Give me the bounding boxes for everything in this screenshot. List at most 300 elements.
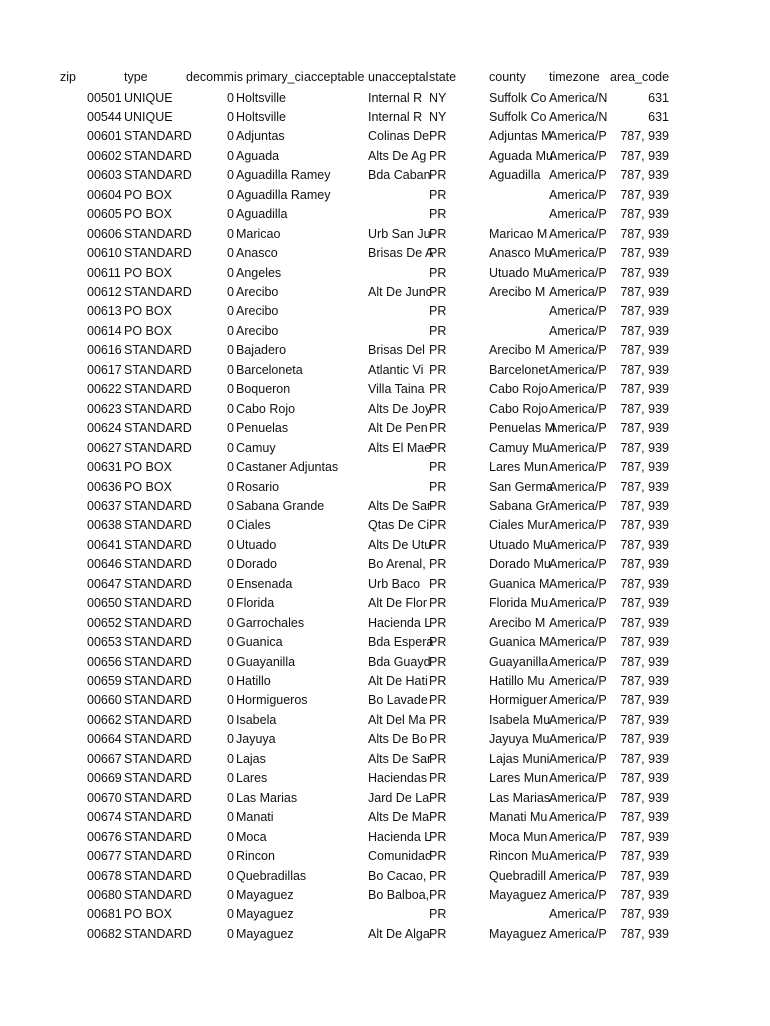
cell-state: PR <box>429 868 447 883</box>
cell-state: PR <box>429 615 447 630</box>
cell-area-codes: 631 <box>648 109 669 124</box>
header-decommissioned: decommis <box>186 70 243 84</box>
cell-zip: 00680 <box>87 887 122 902</box>
cell-timezone: America/P <box>549 674 607 688</box>
table-row <box>0 205 770 224</box>
cell-decommissioned: 0 <box>227 168 234 183</box>
table-row <box>0 400 770 419</box>
table-row <box>0 419 770 438</box>
cell-timezone: America/P <box>549 323 607 338</box>
cell-timezone: America/N <box>549 90 608 105</box>
cell-timezone: America/P <box>549 557 607 572</box>
cell-type: STANDARD <box>124 654 192 669</box>
cell-zip: 00659 <box>87 674 122 688</box>
cell-county: Mayaguez <box>489 926 547 941</box>
cell-timezone: America/P <box>549 168 607 183</box>
cell-state: PR <box>429 732 447 747</box>
cell-area-codes: 787, 939 <box>620 557 669 572</box>
cell-decommissioned: 0 <box>227 596 234 611</box>
header-primary-city: primary_ci <box>246 70 304 84</box>
cell-area-codes: 787, 939 <box>620 849 669 864</box>
cell-unacceptable-cities: Urb San Ju <box>368 226 431 241</box>
cell-area-codes: 787, 939 <box>620 382 669 397</box>
cell-timezone: America/P <box>549 148 607 163</box>
table-row <box>0 594 770 613</box>
cell-state: NY <box>429 109 447 124</box>
cell-state: PR <box>429 479 447 494</box>
cell-county <box>489 205 549 224</box>
table-row <box>0 867 770 886</box>
cell-county: Anasco Mu <box>489 246 552 261</box>
cell-primary-city: Camuy <box>236 440 276 455</box>
cell-decommissioned: 0 <box>227 926 234 941</box>
cell-primary-city: Barceloneta <box>236 362 303 377</box>
cell-county: Utuado Mu <box>489 537 551 552</box>
cell-timezone: America/P <box>549 907 607 922</box>
cell-area-codes: 787, 939 <box>620 693 669 708</box>
cell-decommissioned: 0 <box>227 129 234 144</box>
cell-area-codes: 787, 939 <box>620 362 669 377</box>
cell-type: STANDARD <box>124 596 192 611</box>
table-row <box>0 575 770 594</box>
cell-decommissioned: 0 <box>227 615 234 630</box>
cell-unacceptable-cities: Internal R <box>368 109 423 124</box>
table-row <box>0 653 770 672</box>
cell-zip: 00674 <box>87 810 122 825</box>
cell-timezone: America/P <box>549 460 607 475</box>
cell-area-codes: 787, 939 <box>620 343 669 358</box>
cell-type: STANDARD <box>124 421 192 436</box>
header-row <box>0 68 770 87</box>
cell-unacceptable-cities: Bo Cacao, <box>368 868 427 883</box>
cell-zip: 00641 <box>87 537 122 552</box>
cell-type: STANDARD <box>124 829 192 844</box>
cell-area-codes: 787, 939 <box>620 440 669 455</box>
cell-timezone: America/P <box>549 285 607 299</box>
cell-unacceptable-cities: Alt De Hati <box>368 674 428 688</box>
cell-primary-city: Penuelas <box>236 421 289 436</box>
cell-type: STANDARD <box>124 810 192 825</box>
cell-primary-city: Hatillo <box>236 674 271 688</box>
cell-timezone: America/P <box>549 343 607 358</box>
cell-timezone: America/P <box>549 207 607 222</box>
cell-decommissioned: 0 <box>227 907 234 922</box>
cell-unacceptable-cities: Bo Arenal, <box>368 557 426 572</box>
cell-decommissioned: 0 <box>227 207 234 222</box>
cell-primary-city: Garrochales <box>236 615 305 630</box>
cell-unacceptable-cities: Qtas De Ci <box>368 518 430 533</box>
table-row <box>0 244 770 263</box>
cell-zip: 00622 <box>87 382 122 397</box>
cell-primary-city: Isabela <box>236 712 277 727</box>
cell-type: STANDARD <box>124 285 192 299</box>
cell-county: Quebradill <box>489 868 546 883</box>
cell-county <box>489 905 549 924</box>
cell-county: Adjuntas M <box>489 129 552 144</box>
cell-zip: 00636 <box>87 479 122 494</box>
cell-type: STANDARD <box>124 693 192 708</box>
cell-primary-city: Aguadilla <box>236 207 288 222</box>
cell-state: PR <box>429 926 447 941</box>
cell-timezone: America/P <box>549 654 607 669</box>
cell-decommissioned: 0 <box>227 90 234 105</box>
table-row <box>0 302 770 321</box>
cell-zip: 00676 <box>87 829 122 844</box>
cell-state: PR <box>429 440 447 455</box>
cell-zip: 00627 <box>87 440 122 455</box>
cell-county: Mayaguez <box>489 887 547 902</box>
cell-timezone: America/P <box>549 421 607 436</box>
cell-area-codes: 787, 939 <box>620 868 669 883</box>
cell-unacceptable-cities: Alt Del Ma <box>368 712 426 727</box>
cell-area-codes: 787, 939 <box>620 829 669 844</box>
cell-unacceptable-cities: Bda Caban <box>368 168 431 183</box>
cell-county: Moca Mun <box>489 829 548 844</box>
cell-unacceptable-cities <box>368 458 428 477</box>
cell-type: STANDARD <box>124 771 192 786</box>
cell-zip: 00638 <box>87 518 122 533</box>
cell-area-codes: 787, 939 <box>620 148 669 163</box>
cell-unacceptable-cities: Haciendas <box>368 771 428 786</box>
cell-unacceptable-cities: Alts El Mae <box>368 440 432 455</box>
header-state: state <box>429 70 457 84</box>
cell-zip: 00604 <box>87 187 122 202</box>
cell-decommissioned: 0 <box>227 362 234 377</box>
cell-decommissioned: 0 <box>227 323 234 338</box>
cell-decommissioned: 0 <box>227 440 234 455</box>
cell-unacceptable-cities: Colinas De <box>368 129 430 144</box>
cell-zip: 00681 <box>87 907 122 922</box>
table-row <box>0 614 770 633</box>
cell-timezone: America/P <box>549 187 607 202</box>
cell-state: PR <box>429 557 447 572</box>
cell-zip: 00678 <box>87 868 122 883</box>
cell-county: Suffolk Co <box>489 109 547 124</box>
cell-zip: 00652 <box>87 615 122 630</box>
cell-primary-city: Maricao <box>236 226 281 241</box>
cell-decommissioned: 0 <box>227 887 234 902</box>
cell-decommissioned: 0 <box>227 537 234 552</box>
cell-type: PO BOX <box>124 907 172 922</box>
cell-unacceptable-cities: Alts De Ma <box>368 810 430 825</box>
cell-decommissioned: 0 <box>227 109 234 124</box>
cell-timezone: America/P <box>549 382 607 397</box>
cell-county: Las Marias <box>489 790 551 805</box>
table-row <box>0 89 770 108</box>
cell-county: Camuy Mu <box>489 440 550 455</box>
table-row <box>0 672 770 691</box>
cell-zip: 00637 <box>87 498 122 513</box>
cell-type: STANDARD <box>124 343 192 358</box>
cell-type: STANDARD <box>124 168 192 183</box>
cell-zip: 00603 <box>87 168 122 183</box>
cell-state: PR <box>429 635 447 650</box>
cell-state: PR <box>429 829 447 844</box>
cell-primary-city: Quebradillas <box>236 868 307 883</box>
cell-state: PR <box>429 362 447 377</box>
cell-decommissioned: 0 <box>227 265 234 280</box>
cell-primary-city: Aguada <box>236 148 280 163</box>
cell-type: STANDARD <box>124 926 192 941</box>
table-row <box>0 789 770 808</box>
table-row <box>0 264 770 283</box>
cell-unacceptable-cities: Alt De Alga <box>368 926 430 941</box>
cell-timezone: America/P <box>549 751 607 766</box>
cell-county: Suffolk Co <box>489 90 547 105</box>
table-row <box>0 361 770 380</box>
cell-county: Guanica M <box>489 576 550 591</box>
cell-decommissioned: 0 <box>227 498 234 513</box>
cell-county: Manati Mu <box>489 810 548 825</box>
cell-area-codes: 787, 939 <box>620 907 669 922</box>
cell-county: Hatillo Mu <box>489 674 545 688</box>
cell-zip: 00660 <box>87 693 122 708</box>
cell-area-codes: 787, 939 <box>620 285 669 299</box>
cell-timezone: America/P <box>549 576 607 591</box>
cell-timezone: America/P <box>549 498 607 513</box>
cell-area-codes: 787, 939 <box>620 401 669 416</box>
cell-county: Penuelas M <box>489 421 556 436</box>
cell-zip: 00664 <box>87 732 122 747</box>
cell-primary-city: Arecibo <box>236 285 279 299</box>
cell-state: PR <box>429 265 447 280</box>
cell-zip: 00605 <box>87 207 122 222</box>
cell-county: Guayanilla <box>489 654 549 669</box>
cell-state: PR <box>429 849 447 864</box>
cell-primary-city: Lajas <box>236 751 266 766</box>
cell-primary-city: Aguadilla Ramey <box>236 168 331 183</box>
cell-area-codes: 787, 939 <box>620 304 669 319</box>
cell-type: STANDARD <box>124 537 192 552</box>
cell-type: STANDARD <box>124 382 192 397</box>
cell-type: UNIQUE <box>124 90 173 105</box>
cell-primary-city: Guayanilla <box>236 654 296 669</box>
cell-county: San Germa <box>489 479 553 494</box>
cell-decommissioned: 0 <box>227 187 234 202</box>
cell-primary-city: Florida <box>236 596 275 611</box>
table-row <box>0 828 770 847</box>
cell-decommissioned: 0 <box>227 148 234 163</box>
cell-area-codes: 787, 939 <box>620 926 669 941</box>
cell-decommissioned: 0 <box>227 829 234 844</box>
cell-area-codes: 787, 939 <box>620 168 669 183</box>
cell-primary-city: Aguadilla Ramey <box>236 187 331 202</box>
header-timezone: timezone <box>549 70 600 84</box>
cell-state: PR <box>429 207 447 222</box>
cell-zip: 00682 <box>87 926 122 941</box>
table-row <box>0 166 770 185</box>
cell-state: PR <box>429 460 447 475</box>
table-row <box>0 847 770 866</box>
cell-type: PO BOX <box>124 479 172 494</box>
cell-zip: 00614 <box>87 323 122 338</box>
cell-type: PO BOX <box>124 207 172 222</box>
table-row <box>0 225 770 244</box>
cell-area-codes: 787, 939 <box>620 615 669 630</box>
cell-area-codes: 787, 939 <box>620 732 669 747</box>
cell-timezone: America/P <box>549 479 607 494</box>
cell-unacceptable-cities: Atlantic Vi <box>368 362 424 377</box>
table-row <box>0 497 770 516</box>
table-row <box>0 691 770 710</box>
table-row <box>0 808 770 827</box>
cell-area-codes: 787, 939 <box>620 751 669 766</box>
cell-unacceptable-cities <box>368 302 428 321</box>
cell-state: PR <box>429 712 447 727</box>
cell-zip: 00616 <box>87 343 122 358</box>
cell-state: PR <box>429 790 447 805</box>
cell-type: STANDARD <box>124 712 192 727</box>
cell-county: Utuado Mu <box>489 265 551 280</box>
cell-county: Jayuya Mu <box>489 732 550 747</box>
cell-type: STANDARD <box>124 576 192 591</box>
cell-primary-city: Holtsville <box>236 109 287 124</box>
cell-zip: 00677 <box>87 849 122 864</box>
cell-type: STANDARD <box>124 732 192 747</box>
cell-type: STANDARD <box>124 674 192 688</box>
cell-state: PR <box>429 187 447 202</box>
cell-primary-city: Cabo Rojo <box>236 401 296 416</box>
cell-county <box>489 302 549 321</box>
cell-primary-city: Dorado <box>236 557 277 572</box>
cell-unacceptable-cities: Alts De Utu <box>368 537 432 552</box>
cell-county <box>489 322 549 341</box>
cell-county: Ciales Mur <box>489 518 549 533</box>
cell-type: STANDARD <box>124 148 192 163</box>
cell-decommissioned: 0 <box>227 226 234 241</box>
cell-type: STANDARD <box>124 868 192 883</box>
cell-decommissioned: 0 <box>227 712 234 727</box>
cell-state: PR <box>429 596 447 611</box>
cell-county: Hormiguer <box>489 693 548 708</box>
cell-primary-city: Anasco <box>236 246 278 261</box>
cell-county: Arecibo M <box>489 615 546 630</box>
cell-timezone: America/P <box>549 129 607 144</box>
cell-zip: 00662 <box>87 712 122 727</box>
table-row <box>0 147 770 166</box>
cell-decommissioned: 0 <box>227 693 234 708</box>
cell-type: STANDARD <box>124 849 192 864</box>
cell-area-codes: 787, 939 <box>620 654 669 669</box>
table-row <box>0 516 770 535</box>
cell-primary-city: Hormigueros <box>236 693 308 708</box>
cell-area-codes: 787, 939 <box>620 226 669 241</box>
table-row <box>0 925 770 944</box>
cell-unacceptable-cities: Brisas De A <box>368 246 434 261</box>
cell-type: PO BOX <box>124 187 172 202</box>
cell-area-codes: 787, 939 <box>620 596 669 611</box>
cell-timezone: America/P <box>549 849 607 864</box>
cell-decommissioned: 0 <box>227 868 234 883</box>
cell-unacceptable-cities: Bda Guayd <box>368 654 431 669</box>
cell-primary-city: Adjuntas <box>236 129 285 144</box>
cell-decommissioned: 0 <box>227 751 234 766</box>
cell-timezone: America/P <box>549 829 607 844</box>
cell-county: Florida Mu <box>489 596 549 611</box>
cell-zip: 00646 <box>87 557 122 572</box>
cell-state: PR <box>429 421 447 436</box>
cell-state: PR <box>429 771 447 786</box>
cell-decommissioned: 0 <box>227 576 234 591</box>
cell-timezone: America/P <box>549 732 607 747</box>
cell-unacceptable-cities: Alts De Sar <box>368 751 432 766</box>
cell-decommissioned: 0 <box>227 343 234 358</box>
cell-zip: 00544 <box>87 109 122 124</box>
cell-unacceptable-cities <box>368 322 428 341</box>
table-row <box>0 380 770 399</box>
cell-county: Sabana Gr <box>489 498 550 513</box>
cell-decommissioned: 0 <box>227 654 234 669</box>
cell-area-codes: 787, 939 <box>620 207 669 222</box>
cell-state: PR <box>429 907 447 922</box>
cell-primary-city: Rincon <box>236 849 275 864</box>
cell-state: PR <box>429 518 447 533</box>
cell-primary-city: Ciales <box>236 518 271 533</box>
cell-unacceptable-cities: Urb Baco <box>368 576 421 591</box>
cell-state: PR <box>429 693 447 708</box>
cell-zip: 00610 <box>87 246 122 261</box>
table-row <box>0 283 770 302</box>
cell-primary-city: Utuado <box>236 537 277 552</box>
cell-primary-city: Arecibo <box>236 323 279 338</box>
cell-unacceptable-cities: Alt De Flor <box>368 596 428 611</box>
cell-zip: 00631 <box>87 460 122 475</box>
header-county: county <box>489 70 526 84</box>
cell-decommissioned: 0 <box>227 401 234 416</box>
cell-type: STANDARD <box>124 401 192 416</box>
cell-timezone: America/P <box>549 596 607 611</box>
cell-area-codes: 787, 939 <box>620 265 669 280</box>
cell-unacceptable-cities <box>368 264 428 283</box>
cell-type: STANDARD <box>124 887 192 902</box>
cell-zip: 00656 <box>87 654 122 669</box>
cell-timezone: America/P <box>549 712 607 727</box>
cell-zip: 00653 <box>87 635 122 650</box>
table-row <box>0 478 770 497</box>
cell-primary-city: Holtsville <box>236 90 287 105</box>
cell-primary-city: Bajadero <box>236 343 287 358</box>
cell-type: UNIQUE <box>124 109 173 124</box>
cell-unacceptable-cities: Hacienda L <box>368 615 432 630</box>
cell-unacceptable-cities <box>368 478 428 497</box>
cell-primary-city: Castaner Adjuntas <box>236 460 339 475</box>
cell-primary-city: Sabana Grande <box>236 498 325 513</box>
cell-primary-city: Moca <box>236 829 267 844</box>
header-acceptable-cities: acceptable <box>304 70 365 84</box>
cell-area-codes: 787, 939 <box>620 498 669 513</box>
cell-primary-city: Jayuya <box>236 732 276 747</box>
table-row <box>0 711 770 730</box>
header-unacceptable-cities: unacceptal <box>368 70 429 84</box>
cell-timezone: America/P <box>549 401 607 416</box>
cell-area-codes: 787, 939 <box>620 421 669 436</box>
cell-zip: 00669 <box>87 771 122 786</box>
cell-unacceptable-cities: Jard De La <box>368 790 430 805</box>
cell-zip: 00623 <box>87 401 122 416</box>
cell-primary-city: Arecibo <box>236 304 279 319</box>
cell-type: STANDARD <box>124 246 192 261</box>
cell-type: STANDARD <box>124 129 192 144</box>
cell-area-codes: 787, 939 <box>620 187 669 202</box>
cell-timezone: America/P <box>549 810 607 825</box>
cell-decommissioned: 0 <box>227 635 234 650</box>
cell-zip: 00667 <box>87 751 122 766</box>
cell-county: Maricao M <box>489 226 548 241</box>
cell-timezone: America/P <box>549 440 607 455</box>
cell-decommissioned: 0 <box>227 246 234 261</box>
cell-decommissioned: 0 <box>227 790 234 805</box>
cell-unacceptable-cities: Internal R <box>368 90 423 105</box>
